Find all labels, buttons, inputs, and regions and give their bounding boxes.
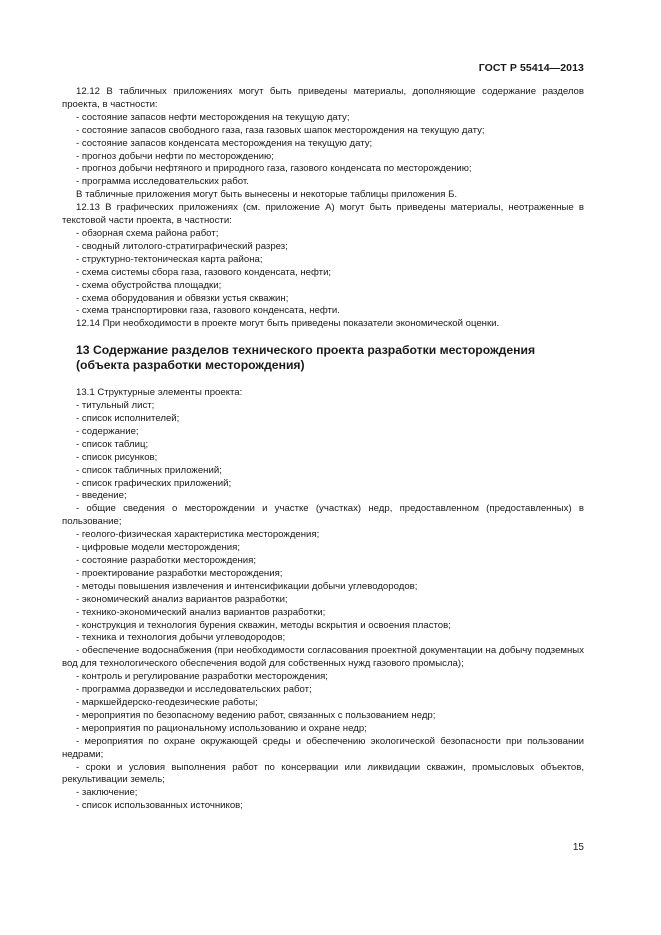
clause-12-12-intro: 12.12 В табличных приложениях могут быть приведены материалы, дополняющие содержание разделов проекта, в частности: — [62, 86, 584, 110]
list-item: - схема транспортировки газа, газового конденсата, нефти. — [76, 305, 340, 317]
list-item: - список табличных приложений; — [76, 464, 222, 476]
list-item: - структурно-тектоническая карта района; — [76, 253, 263, 265]
list-item: - схема системы сбора газа, газового конденсата, нефти; — [76, 266, 332, 278]
list-item: - мероприятия по безопасному ведению работ, связанных с пользованием недр; — [76, 709, 436, 721]
list-item: - заключение; — [76, 787, 138, 799]
section-13-heading: 13 Содержание разделов технического проекта разработки месторождения (объекта разработки месторождения) — [76, 343, 536, 372]
list-item: - мероприятия по охране окружающей среды и обеспечению экологической безопасности при пользовании недрами; — [62, 735, 584, 760]
clause-12-14: 12.14 При необходимости в проекте могут быть приведены показатели экономической оценки. — [76, 318, 500, 330]
list-item: - методы повышения извлечения и интенсификации добычи углеводородов; — [76, 580, 418, 592]
list-item: - титульный лист; — [76, 400, 155, 412]
list-item: - программа исследовательских работ. — [76, 176, 249, 188]
page-content — [62, 86, 584, 813]
list-item: - геолого-физическая характеристика месторождения; — [76, 529, 320, 541]
list-item: - прогноз добычи нефти по месторождению; — [76, 150, 274, 162]
list-item: - состояние запасов нефти месторождения на текущую дату; — [76, 111, 350, 123]
list-item: - введение; — [76, 490, 127, 502]
list-item: - состояние разработки месторождения; — [76, 555, 257, 566]
list-item: - экономический анализ вариантов разработки; — [76, 593, 288, 605]
clause-12-13-intro: 12.13 В графических приложениях (см. приложение А) могут быть приведены материалы, неотраженные в текстовой части проекта, в частности: — [62, 202, 584, 227]
list-item: - прогноз добычи нефтяного и природного газа, газового конденсата по месторождению; — [76, 163, 472, 175]
list-item: - цифровые модели месторождения; — [76, 542, 241, 554]
clause-12-12-note: В табличные приложения могут быть вынесены и некоторые таблицы приложения Б. — [76, 189, 458, 201]
list-item: - схема оборудования и обвязки устья скважин; — [76, 292, 289, 304]
list-item: - обзорная схема района работ; — [76, 227, 219, 239]
page-number: 15 — [572, 842, 584, 853]
list-item: - техника и технология добычи углеводородов; — [76, 632, 286, 644]
list-item: - сводный литолого-стратиграфический разрез; — [76, 240, 288, 252]
list-item: - конструкция и технология бурения скважин, методы вскрытия и освоения пластов; — [76, 619, 451, 631]
list-item: - мероприятия по рациональному использованию и охране недр; — [76, 722, 367, 734]
list-item: - программа доразведки и исследовательских работ; — [76, 684, 312, 696]
list-item: - содержание; — [76, 425, 139, 437]
list-item: - состояние запасов конденсата месторождения на текущую дату; — [76, 137, 373, 149]
clause-12-13-list — [62, 228, 584, 318]
document-header: ГОСТ Р 55414—2013 — [478, 62, 584, 74]
list-item: - контроль и регулирование разработки месторождения; — [76, 671, 328, 683]
list-item: - список таблиц; — [76, 438, 149, 450]
list-item: - сроки и условия выполнения работ по консервации или ликвидации скважин, промысловых объектов, рекультивации земель; — [62, 761, 584, 786]
list-item: - список графических приложений; — [76, 477, 232, 489]
list-item: - общие сведения о месторождении и участке (участках) недр, предоставленном (предоставленных) в пользование; — [62, 503, 584, 528]
list-item: - обеспечение водоснабжения (при необходимости согласования проектной документации на добычу подземных вод для технологического обеспечения водой для собственных нужд газового промысла); — [62, 645, 584, 670]
list-item: - состояние запасов свободного газа, газа газовых шапок месторождения на текущую дату; — [76, 124, 485, 136]
list-item: - схема обустройства площадки; — [76, 279, 222, 291]
clause-13-1-intro: 13.1 Структурные элементы проекта: — [76, 387, 243, 399]
list-item: - технико-экономический анализ вариантов разработки; — [76, 606, 326, 618]
clause-12-12-list — [62, 112, 584, 189]
list-item: - список рисунков; — [76, 451, 158, 463]
clause-13-1-list — [62, 400, 584, 813]
list-item: - список исполнителей; — [76, 413, 180, 425]
list-item: - маркшейдерско-геодезические работы; — [76, 696, 258, 708]
list-item: - список использованных источников; — [76, 800, 243, 812]
list-item: - проектирование разработки месторождения; — [76, 567, 283, 579]
